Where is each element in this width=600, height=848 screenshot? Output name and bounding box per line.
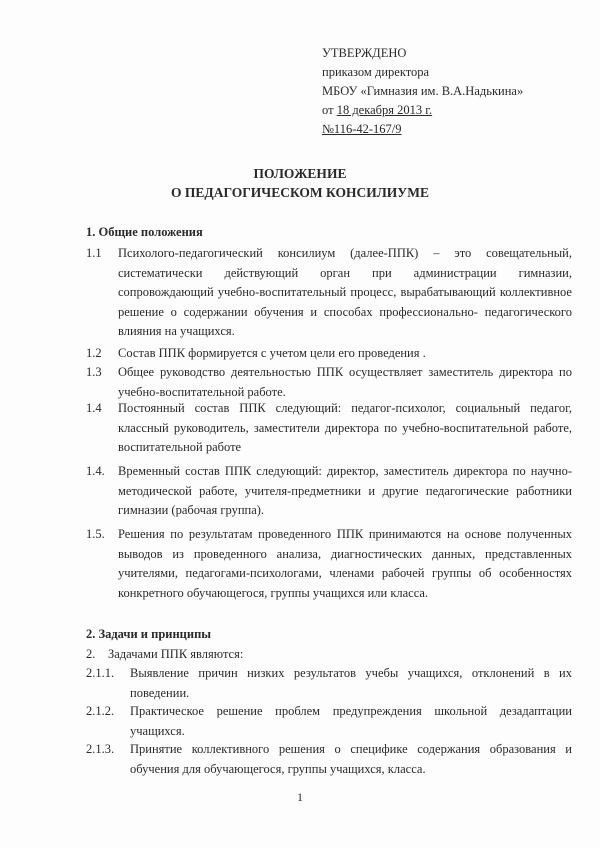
item-number: 1.4.: [86, 464, 105, 478]
item-text: Принятие коллективного решения о специфике содержания образования и обучения для обучающегося, группы учащихся, класса.: [130, 742, 572, 776]
approval-heading: УТВЕРЖДЕНО: [322, 46, 407, 60]
item-number: 1.4: [86, 401, 102, 415]
item-text: Задачами ППК являются:: [108, 647, 244, 661]
approval-date-line: [322, 101, 523, 120]
item-number: 2.1.3.: [86, 742, 115, 756]
item-text: Практическое решение проблем предупреждения школьной дезадаптации учащихся.: [130, 704, 572, 738]
item-text: Решения по результатам проведенного ППК принимаются на основе полученных выводов из проведенного анализа, диагностических данных, представленных учителями, педагогами-психологами, членами рабочей группы об особенностях конкретного обучающегося, группы учащихся или класса.: [118, 527, 572, 600]
item-text: Общее руководство деятельностью ППК осуществляет заместитель директора по учебно-воспитательной работе.: [118, 365, 572, 399]
page-number: 1: [297, 790, 303, 804]
item-number: 1.2: [86, 346, 102, 360]
document-title: ПОЛОЖЕНИЕ: [253, 166, 347, 181]
item-number: 1.3: [86, 365, 102, 379]
document-subtitle: О ПЕДАГОГИЧЕСКОМ КОНСИЛИУМЕ: [171, 185, 429, 200]
section-heading-tasks: 2. Задачи и принципы: [86, 627, 212, 641]
item-text: Временный состав ППК следующий: директор, заместитель директора по научно-методической работе, учителя-предметники и другие педагогические работники гимназии (рабочая группа).: [118, 464, 572, 517]
list-item: [86, 399, 572, 459]
list-item: [86, 344, 572, 364]
item-number: 2.1.1.: [86, 666, 115, 680]
item-number: 2.1.2.: [86, 704, 115, 718]
approval-date: 18 декабря 2013 г.: [336, 103, 433, 117]
approval-school: МБОУ «Гимназия им. В.А.Надькина»: [322, 84, 524, 98]
list-item: [86, 525, 572, 605]
list-item: [86, 740, 572, 780]
item-text: Психолого-педагогический консилиум (далее-ППК) – это совещательный, систематически действующий орган при администрации гимназии, сопровождающий учебно-воспитательный процесс, вырабатывающий коллективное решение о содержании обучения и способах профессионально- педагогического влияния на учащихся.: [118, 246, 572, 338]
list-item: [86, 244, 572, 338]
item-number: 1.5.: [86, 527, 105, 541]
approval-number: №116-42-167/9: [322, 122, 402, 136]
item-number: 2.: [86, 647, 96, 661]
item-text: Постоянный состав ППК следующий: педагог-психолог, социальный педагог, классный руководитель, заместители директора по учебно-воспитательной работе, воспитательной работе: [118, 401, 572, 454]
list-item: [86, 363, 572, 403]
approval-order: приказом директора: [322, 65, 430, 79]
list-item: [86, 462, 572, 522]
section-heading-general: 1. Общие положения: [86, 225, 203, 239]
item-number: 1.1: [86, 246, 102, 260]
list-item: [86, 645, 572, 665]
item-text: Выявление причин низких результатов учебы учащихся, отклонений в их поведении.: [130, 666, 572, 700]
list-item: [86, 702, 572, 742]
item-text: Состав ППК формируется с учетом цели его проведения .: [118, 346, 426, 360]
approval-block: [322, 44, 523, 139]
approval-date-prefix: от: [322, 103, 337, 117]
list-item: [86, 664, 572, 704]
